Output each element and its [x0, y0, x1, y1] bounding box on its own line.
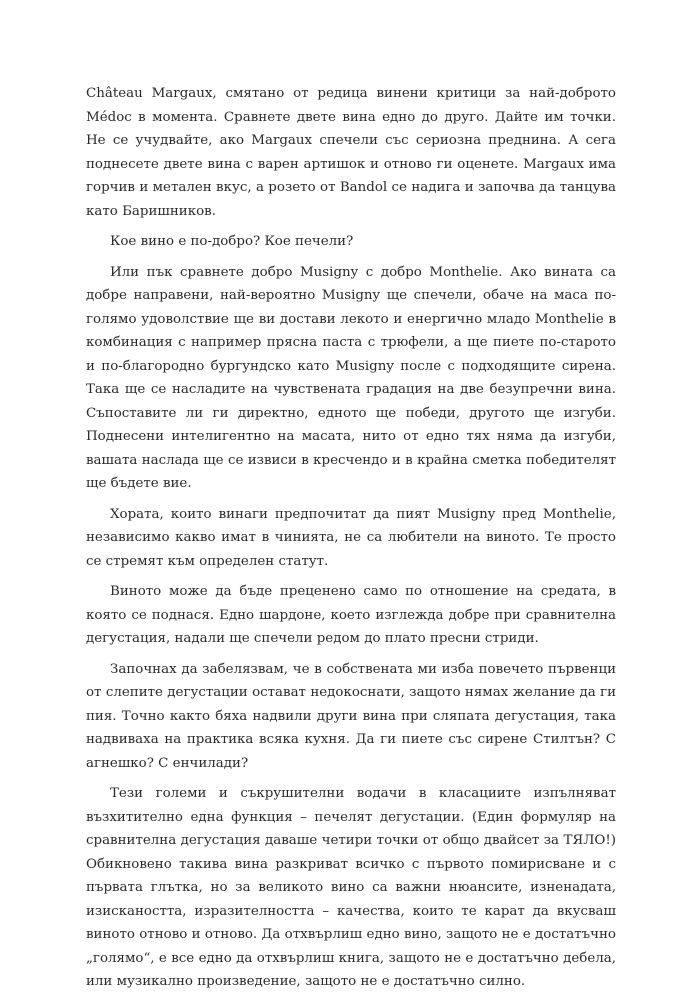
paragraph-3: Или пък сравнете добро Musigny с добро Monthelie. Ако вината са добре направени, най-вероятно Musigny ще спечели, обаче на маса по-голямо удоволствие ще ви достави лекото и енергично младо Monthelie в комбинация с например прясна паста с трюфели, а ще пиете по-старото и по-благородно бургундско като Musigny после с подходящите сирена. Така ще се насладите на чувствената градация на две безупречни вина. Съпоставите ли ги директно, едното ще победи, другото ще изгуби. Поднесени интелигентно на масата, нито от едно тях няма да изгуби, вашата наслада ще се извиси в кресчендо и в крайна сметка победителят ще бъдете вие. [86, 264, 616, 491]
paragraph-2: Кое вино е по-добро? Кое печели? [110, 234, 354, 249]
paragraph-6: Започнах да забелязвам, че в собствената ми изба повечето първенци от слепите дегустации остават недокоснати, защото нямах желание да ги пия. Точно както бяха надвили други вина при сляпата дегустация, така надвиваха на практика всяка кухня. Да ги пиете със сирене Стилтън? С агнешко? С енчилади? [86, 661, 616, 771]
paragraph-4: Хората, които винаги предпочитат да пият Musigny пред Monthelie, независимо какво имат в чинията, не са любители на виното. Те просто се стремят към определен статут. [86, 506, 616, 569]
paragraph-5: Виното може да бъде преценено само по отношение на средата, в която се поднася. Едно шардоне, което изглежда добре при сравнителна дегустация, надали ще спечели редом до плато пресни стриди. [86, 584, 616, 646]
paragraph-1: Château Margaux, смятано от редица винени критици за най-доброто Médoc в момента. Сравнете двете вина едно до друго. Дайте им точки. Не се учудвайте, ако Margaux спечели със сериозна преднина. А сега поднесете двете вина с варен артишок и отново ги оценете. Margaux има горчив и метален вкус, а розето от Bandol се надига и започва да танцува като Баришников. [86, 86, 616, 219]
body-text [86, 82, 616, 1001]
paragraph-7: Тези големи и съкрушителни водачи в класациите изпълняват възхитително една функция – печелят дегустации. (Един формуляр на сравнителна дегустация даваше четири точки от общо двайсет за ТЯЛО!) Обикновено такива вина разкриват всичко с първото помирисване и с първата глътка, но за великото вино са важни нюансите, изненадата, изискаността, изразителността – качества, които те карат да вкусваш виното отново и отново. Да отхвърлиш едно вино, защото не е достатъчно „голямо“, е все едно да отхвърлиш книга, защото не е достатъчно дебела, или музикално произведение, защото не е достатъчно силно. [86, 786, 616, 989]
